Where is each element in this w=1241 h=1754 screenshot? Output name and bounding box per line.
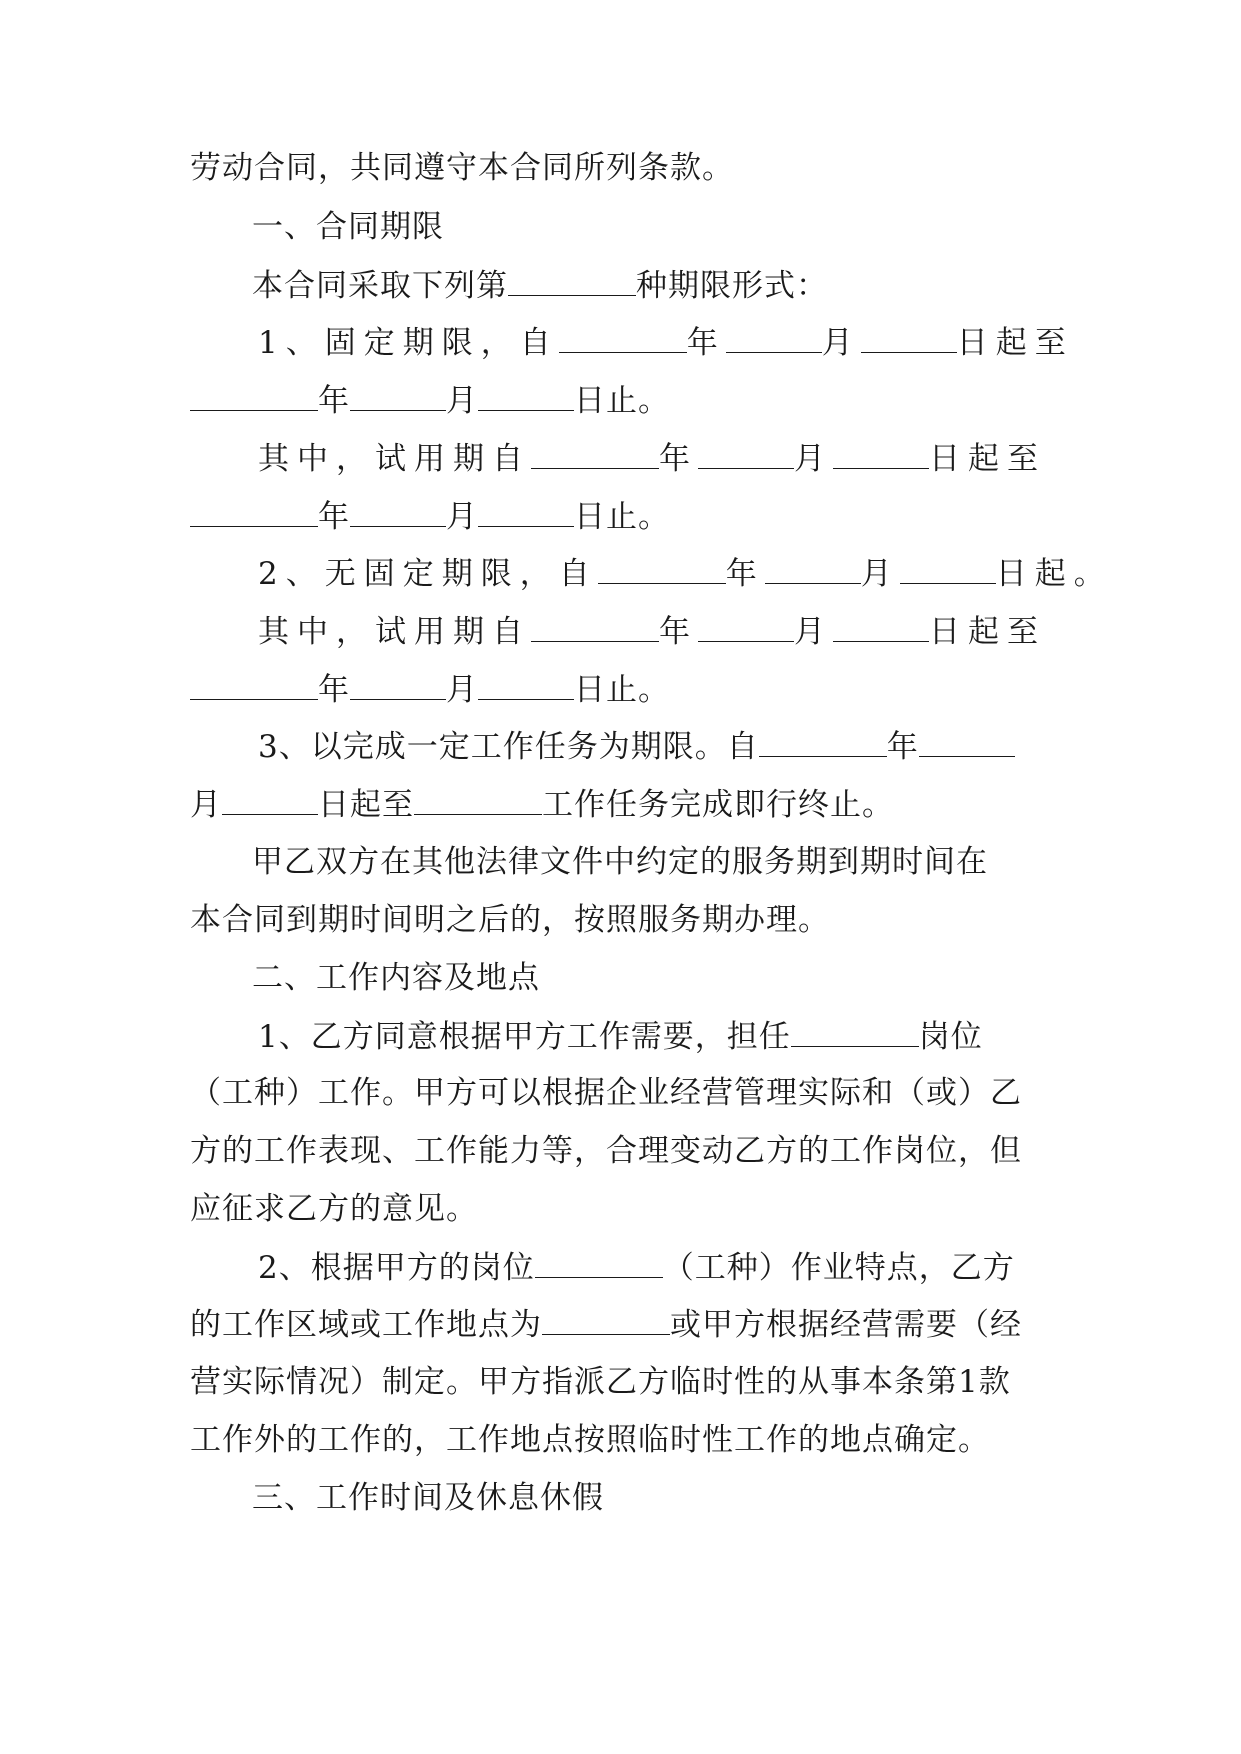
text-line: 工作外的工作的，工作地点按照临时性工作的地点确定。 [190, 1422, 990, 1458]
blank-field [350, 380, 446, 411]
blank-field [531, 438, 659, 469]
text-line: 3、以完成一定工作任务为期限。自 年 [258, 726, 1138, 767]
blank-field [190, 380, 318, 411]
blank-field [478, 669, 574, 700]
blank-field [508, 265, 636, 296]
blank-field [861, 322, 957, 353]
blank-field [222, 784, 318, 815]
text-line: 营实际情况）制定。甲方指派乙方临时性的从事本条第1款 [190, 1364, 1011, 1400]
blank-field [542, 1304, 670, 1335]
blank-field [765, 553, 861, 584]
section-heading: 一、合同期限 [252, 209, 444, 245]
text-line: 月 日起至 工作任务完成即行终止。 [190, 784, 1070, 825]
text-line: 本合同到期时间明之后的，按照服务期办理。 [190, 902, 830, 938]
blank-field [900, 553, 996, 584]
text-line: 1、乙方同意根据甲方工作需要，担任 岗位 [258, 1016, 1138, 1057]
text-line: 的工作区域或工作地点为 或甲方根据经营需要（经 [190, 1304, 1070, 1345]
blank-field [478, 380, 574, 411]
blank-field [791, 1016, 919, 1047]
text-line: 本合同采取下列第 种期限形式： [252, 265, 1132, 306]
text-line: 方的工作表现、工作能力等，合理变动乙方的工作岗位，但 [190, 1133, 1022, 1169]
blank-field [350, 669, 446, 700]
blank-field [478, 496, 574, 527]
section-heading: 二、工作内容及地点 [252, 960, 540, 996]
text-line: 其中，试用期自 年 月 日起至 [258, 438, 1138, 479]
text-line: 年 月 日止。 [190, 669, 1070, 710]
text-line: 其中，试用期自 年 月 日起至 [258, 611, 1138, 652]
text-line: 应征求乙方的意见。 [190, 1191, 478, 1227]
blank-field [919, 726, 1015, 757]
text-line: 年 月 日止。 [190, 380, 1070, 421]
blank-field [759, 726, 887, 757]
text-line: 劳动合同，共同遵守本合同所列条款。 [190, 150, 734, 186]
blank-field [833, 438, 929, 469]
blank-field [531, 611, 659, 642]
blank-field [698, 611, 794, 642]
section-heading: 三、工作时间及休息休假 [252, 1480, 604, 1516]
blank-field [535, 1247, 663, 1278]
blank-field [350, 496, 446, 527]
text-line: 年 月 日止。 [190, 496, 1070, 537]
text-line: （工种）工作。甲方可以根据企业经营管理实际和（或）乙 [190, 1075, 1022, 1111]
text-line: 1、固定期限，自 年 月 日起至 [258, 322, 1138, 363]
text-line: 2、根据甲方的岗位 （工种）作业特点，乙方 [258, 1247, 1138, 1288]
blank-field [833, 611, 929, 642]
blank-field [190, 496, 318, 527]
blank-field [598, 553, 726, 584]
blank-field [559, 322, 687, 353]
blank-field [726, 322, 822, 353]
blank-field [698, 438, 794, 469]
blank-field [190, 669, 318, 700]
blank-field [414, 784, 542, 815]
text-line: 甲乙双方在其他法律文件中约定的服务期到期时间在 [252, 844, 988, 880]
text-line: 2、无固定期限，自 年 月 日起。 [258, 553, 1138, 594]
